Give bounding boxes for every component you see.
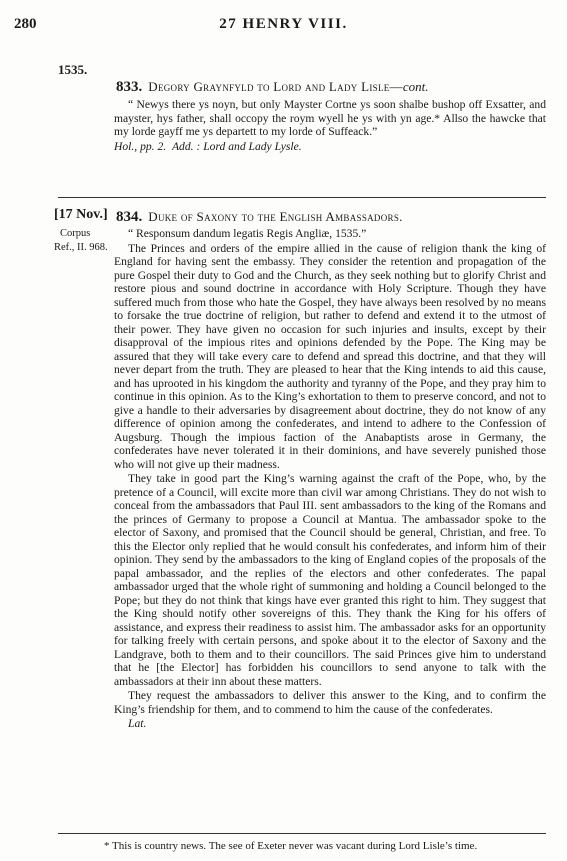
entry-833-title: Degory Graynfyld to Lord and Lady Lisle— [148, 79, 403, 94]
entry-833-add: Add. : Lord and Lady Lysle. [171, 139, 302, 153]
year-margin: 1535. [58, 62, 88, 77]
entry-834-paragraph-1: The Princes and orders of the empire allied in the cause of religion thank the king of England for having sent the embassy. They consider the retention and propagation of the pure Gospel their duty to God and the Church, as they seek nothing but to glorify Christ and restore pious and sound doctrine in accordance with Holy Scripture. Though they have suffered much from those who hate the Gospel, they have always been resolved by no means to forsake the true doctrine of religion, but rather to defend and extend it to the utmost of their power. They have given no occasion for such injuries and insults, except by their disapproval of the impious rites and opinions defended by the Pope. The King may be assured that they will take every care to defend and spread this doctrine, and that they will never depart from the truth. They are pleased to hear that the King intends to aid this cause, and has uprooted in his kingdom the authority and tyranny of the Pope, and they pray him to continue in this opinion. As to the King’s exhortation to them to preserve concord, and not to give a handle to their adversaries by disagreement about doctrine, they do not know of any difference of opinion among the confederates, and intend to adhere to the Confession of Augsburg. Though the impious faction of the Anabaptists arose in Germany, the confederates have never tolerated it in their dominions, and have severely punished those who will not give up their madness. [114, 241, 546, 471]
entry-833-hol: Hol., pp. 2. [114, 139, 167, 153]
running-head: 27 HENRY VIII. [219, 16, 348, 32]
entry-834-date: [17 Nov.] [54, 207, 108, 222]
entry-833-body [114, 98, 546, 153]
page-header [0, 16, 567, 38]
entry-833-endorsement [114, 140, 546, 154]
entry-834-paragraph-2: They take in good part the King’s warning against the craft of the Pope, who, by the pretence of a Council, will excite more than civil war among Christians. They do not wish to conceal from the ambassadors that Paul III. sent ambassadors to the king of the Romans and the princes of Germany to propose a Council at Mantua. The ambassador spoke to the elector of Saxony, and promised that the Council should be general, Christian, and free. To this the Elector only replied that he would consult his confederates, and inform him of their opinion. They send by the ambassadors to the king of England copies of the proposals of the papal ambassador, and the replies of the electors and other confederates. The papal ambassador urged that the whole right of summoning and holding a Council belonged to the Pope; but they do not think that kings have ever granted this right to him. They suggest that the King should notify other sovereigns of this. They thank the King for his offers of assistance, and express their readiness to assist him. The ambassador asks for an opportunity for talking freely with certain persons, and spoke about it to the elector of Saxony and the Landgrave, both to them and to their councillors. The said Princes give him to understand that he [the Elector] has forbidden his councillors to send anyone to talk with the ambassadors at their inn about these matters. [114, 472, 546, 688]
page-number: 280 [14, 16, 37, 32]
entry-834-source-1: Corpus [60, 228, 91, 239]
entry-834-heading [116, 209, 403, 226]
entry-834-title: Duke of Saxony to the English Ambassadors. [148, 209, 403, 224]
entry-834-body [114, 227, 546, 731]
entry-834-lat-text: Lat. [128, 717, 147, 730]
library-stamp-watermark [4, 565, 32, 645]
footnote-divider [58, 833, 546, 834]
entry-833-cont: cont. [402, 79, 429, 94]
entry-833-text: “ Newys there ys noyn, but only Mayster Cortne ys soon shalbe bushop off Exsatter, and mayster, hys father, shall occopy the roym wyell he ys with yn age.* Allso the hawcke that my lorde gayff me ys departett to my lorde of Suffeack.” [114, 98, 546, 138]
footnote: * This is country news. The see of Exeter never was vacant during Lord Lisle’s time. [104, 840, 478, 852]
entry-833-heading [116, 79, 429, 96]
entry-834-lat [114, 717, 546, 731]
entry-834-number: 834. [116, 209, 143, 225]
section-divider [58, 197, 546, 198]
entry-834-source-2: Ref., II. 968. [54, 242, 108, 253]
entry-833-number: 833. [116, 79, 143, 95]
entry-834-latin-title: “ Responsum dandum legatis Regis Angliæ, 1535.” [128, 227, 367, 240]
entry-834-paragraph-3: They request the ambassadors to deliver this answer to the King, and to confirm the King’s friendship for them, and to commend to him the cause of the confederates. [114, 689, 546, 716]
